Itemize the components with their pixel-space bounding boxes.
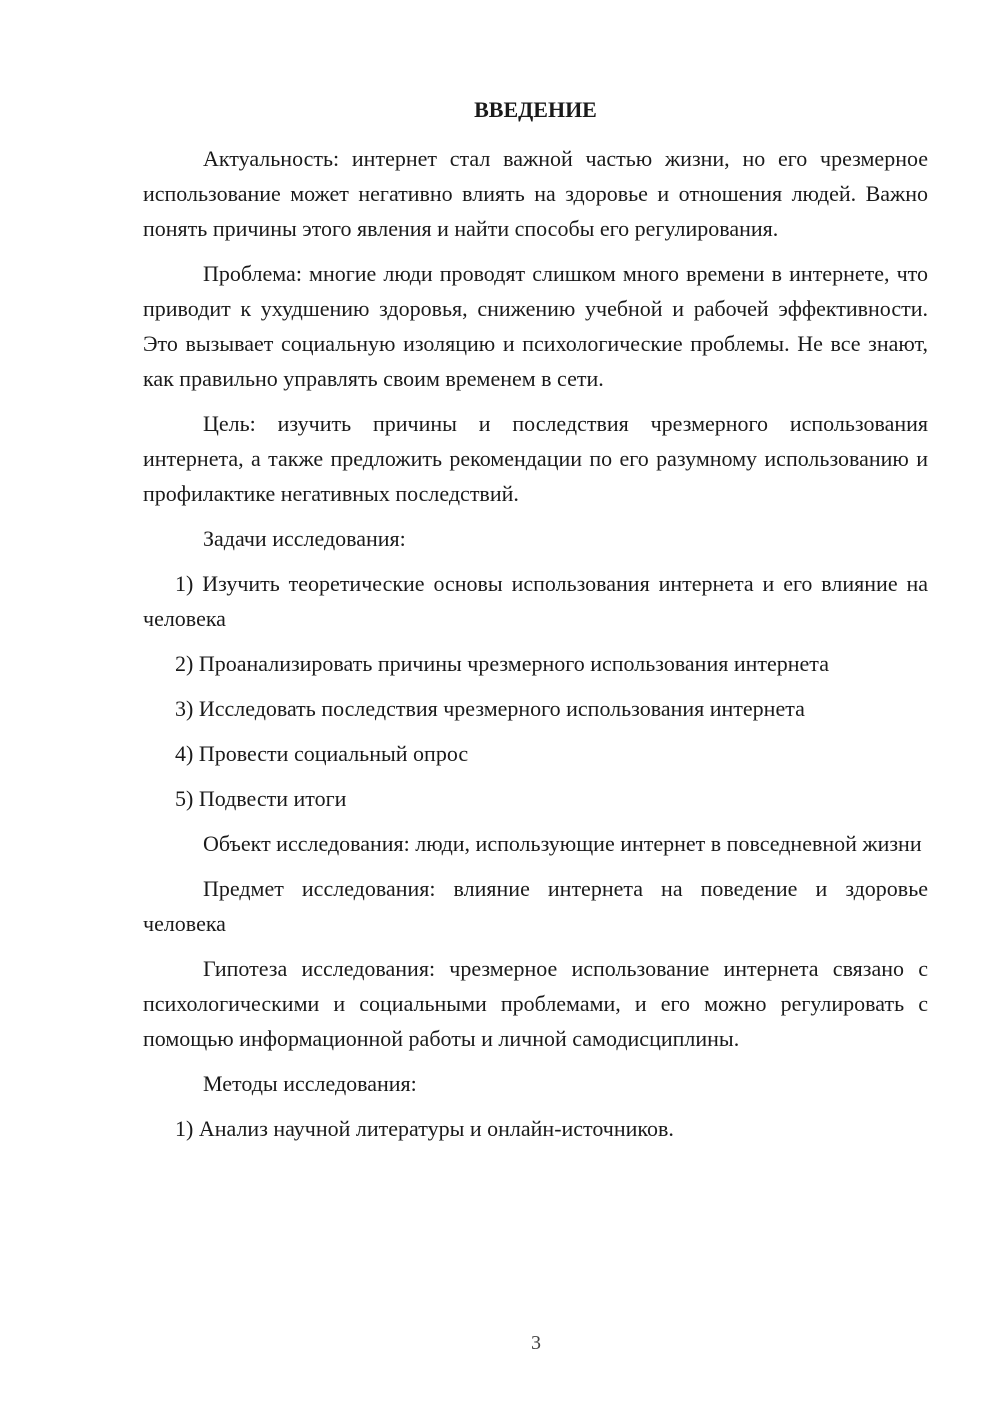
task-item-2: 2) Проанализировать причины чрезмерного использования интернета bbox=[175, 651, 829, 676]
page-title: ВВЕДЕНИЕ bbox=[474, 97, 597, 122]
task-item-4: 4) Провести социальный опрос bbox=[175, 741, 469, 766]
method-item-1: 1) Анализ научной литературы и онлайн-источников. bbox=[175, 1116, 674, 1141]
relevance-paragraph: Актуальность: интернет стал важной частью жизни, но его чрезмерное использование может негативно влиять на здоровье и отношения людей. Важно понять причины этого явления и найти способы его регулирования. bbox=[143, 146, 928, 241]
task-item-5: 5) Подвести итоги bbox=[175, 786, 347, 811]
hypothesis-paragraph: Гипотеза исследования: чрезмерное использование интернета связано с психологическими и социальными проблемами, и его можно регулировать с помощью информационной работы и личной самодисциплины. bbox=[143, 956, 928, 1051]
task-item-3: 3) Исследовать последствия чрезмерного использования интернета bbox=[175, 696, 805, 721]
subject-paragraph: Предмет исследования: влияние интернета на поведение и здоровье человека bbox=[143, 876, 928, 936]
task-item-1: 1) Изучить теоретические основы использования интернета и его влияние на человека bbox=[143, 571, 928, 631]
goal-paragraph: Цель: изучить причины и последствия чрезмерного использования интернета, а также предложить рекомендации по его разумному использованию и профилактике негативных последствий. bbox=[143, 411, 928, 506]
methods-heading: Методы исследования: bbox=[203, 1071, 417, 1096]
document-page bbox=[143, 95, 928, 1156]
problem-paragraph: Проблема: многие люди проводят слишком много времени в интернете, что приводит к ухудшению здоровья, снижению учебной и рабочей эффективности. Это вызывает социальную изоляцию и психологические проблемы. Не все знают, как правильно управлять своим временем в сети. bbox=[143, 261, 928, 391]
page-number: 3 bbox=[531, 1332, 541, 1354]
object-paragraph: Объект исследования: люди, использующие интернет в повседневной жизни bbox=[203, 831, 922, 856]
tasks-heading: Задачи исследования: bbox=[203, 526, 406, 551]
